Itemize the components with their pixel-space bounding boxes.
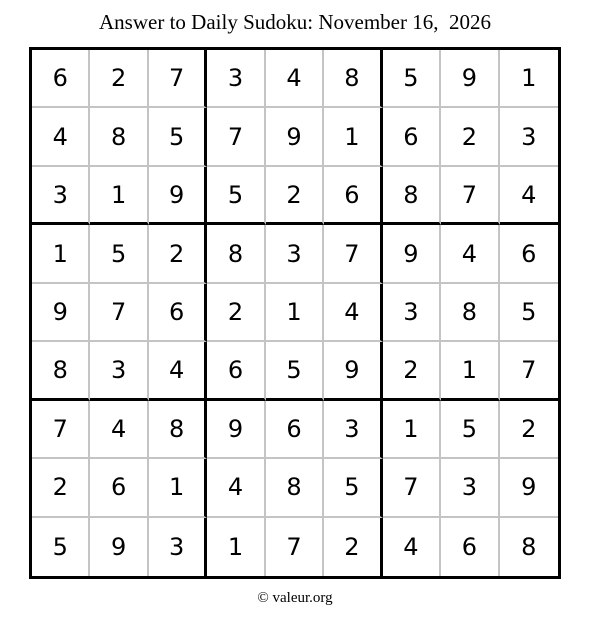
sudoku-cell: 5 <box>500 284 558 342</box>
sudoku-cell: 7 <box>90 284 148 342</box>
sudoku-cell: 4 <box>266 50 324 108</box>
sudoku-cell: 1 <box>500 50 558 108</box>
sudoku-cell: 1 <box>32 225 90 283</box>
sudoku-cell: 4 <box>149 342 207 400</box>
sudoku-cell: 9 <box>149 167 207 225</box>
sudoku-cell: 2 <box>149 225 207 283</box>
sudoku-cell: 1 <box>441 342 499 400</box>
sudoku-cell: 7 <box>149 50 207 108</box>
sudoku-cell: 3 <box>441 459 499 517</box>
sudoku-cell: 8 <box>383 167 441 225</box>
sudoku-cell: 6 <box>149 284 207 342</box>
copyright-footer: © valeur.org <box>257 590 333 606</box>
sudoku-cell: 4 <box>500 167 558 225</box>
sudoku-cell: 2 <box>207 284 265 342</box>
sudoku-cell: 3 <box>207 50 265 108</box>
sudoku-cell: 9 <box>207 401 265 459</box>
sudoku-cell: 1 <box>383 401 441 459</box>
sudoku-cell: 7 <box>207 108 265 166</box>
sudoku-cell: 4 <box>207 459 265 517</box>
sudoku-cell: 8 <box>32 342 90 400</box>
sudoku-cell: 8 <box>266 459 324 517</box>
sudoku-cell: 3 <box>149 518 207 576</box>
sudoku-cell: 6 <box>441 518 499 576</box>
sudoku-cell: 5 <box>90 225 148 283</box>
sudoku-cell: 6 <box>207 342 265 400</box>
sudoku-cell: 6 <box>32 50 90 108</box>
sudoku-cell: 1 <box>149 459 207 517</box>
sudoku-cell: 2 <box>266 167 324 225</box>
sudoku-cell: 7 <box>500 342 558 400</box>
sudoku-cell: 9 <box>383 225 441 283</box>
sudoku-cell: 8 <box>149 401 207 459</box>
sudoku-cell: 4 <box>441 225 499 283</box>
sudoku-cell: 1 <box>90 167 148 225</box>
sudoku-cell: 2 <box>32 459 90 517</box>
sudoku-cell: 6 <box>383 108 441 166</box>
sudoku-cell: 5 <box>324 459 382 517</box>
sudoku-cell: 7 <box>32 401 90 459</box>
sudoku-cell: 2 <box>324 518 382 576</box>
sudoku-cell: 3 <box>383 284 441 342</box>
sudoku-cell: 6 <box>266 401 324 459</box>
sudoku-cell: 1 <box>207 518 265 576</box>
sudoku-cell: 8 <box>521 532 537 561</box>
sudoku-cell: 2 <box>500 401 558 459</box>
sudoku-board <box>29 47 561 579</box>
sudoku-cell: 3 <box>266 225 324 283</box>
sudoku-cell: 4 <box>90 401 148 459</box>
sudoku-cell: 2 <box>383 342 441 400</box>
sudoku-cell: 6 <box>324 167 382 225</box>
sudoku-cell: 8 <box>207 225 265 283</box>
sudoku-cell: 5 <box>207 167 265 225</box>
sudoku-cell: 3 <box>324 401 382 459</box>
sudoku-cell: 7 <box>441 167 499 225</box>
sudoku-cell: 3 <box>90 342 148 400</box>
sudoku-cell: 7 <box>383 459 441 517</box>
sudoku-cell: 1 <box>266 284 324 342</box>
sudoku-cell: 1 <box>324 108 382 166</box>
sudoku-cell: 4 <box>32 108 90 166</box>
sudoku-cell: 2 <box>441 108 499 166</box>
sudoku-cell: 5 <box>149 108 207 166</box>
sudoku-cell: 4 <box>324 284 382 342</box>
sudoku-cell: 9 <box>500 459 558 517</box>
sudoku-cell: 5 <box>266 342 324 400</box>
sudoku-cell: 3 <box>500 108 558 166</box>
sudoku-cell: 8 <box>90 108 148 166</box>
sudoku-cell: 9 <box>90 518 148 576</box>
sudoku-cell: 6 <box>90 459 148 517</box>
sudoku-cell: 8 <box>324 50 382 108</box>
sudoku-cell: 2 <box>90 50 148 108</box>
sudoku-cell: 5 <box>32 518 90 576</box>
sudoku-cell: 4 <box>383 518 441 576</box>
sudoku-cell: 9 <box>441 50 499 108</box>
sudoku-cell: 7 <box>266 518 324 576</box>
sudoku-cell: 9 <box>32 284 90 342</box>
sudoku-cell: 9 <box>266 108 324 166</box>
page-title: Answer to Daily Sudoku: November 16, 2026 <box>99 10 491 34</box>
sudoku-cell: 3 <box>32 167 90 225</box>
sudoku-cell: 5 <box>383 50 441 108</box>
sudoku-cell: 6 <box>500 225 558 283</box>
sudoku-cell: 7 <box>324 225 382 283</box>
sudoku-cell: 8 <box>441 284 499 342</box>
sudoku-cell: 9 <box>324 342 382 400</box>
sudoku-cell: 5 <box>441 401 499 459</box>
